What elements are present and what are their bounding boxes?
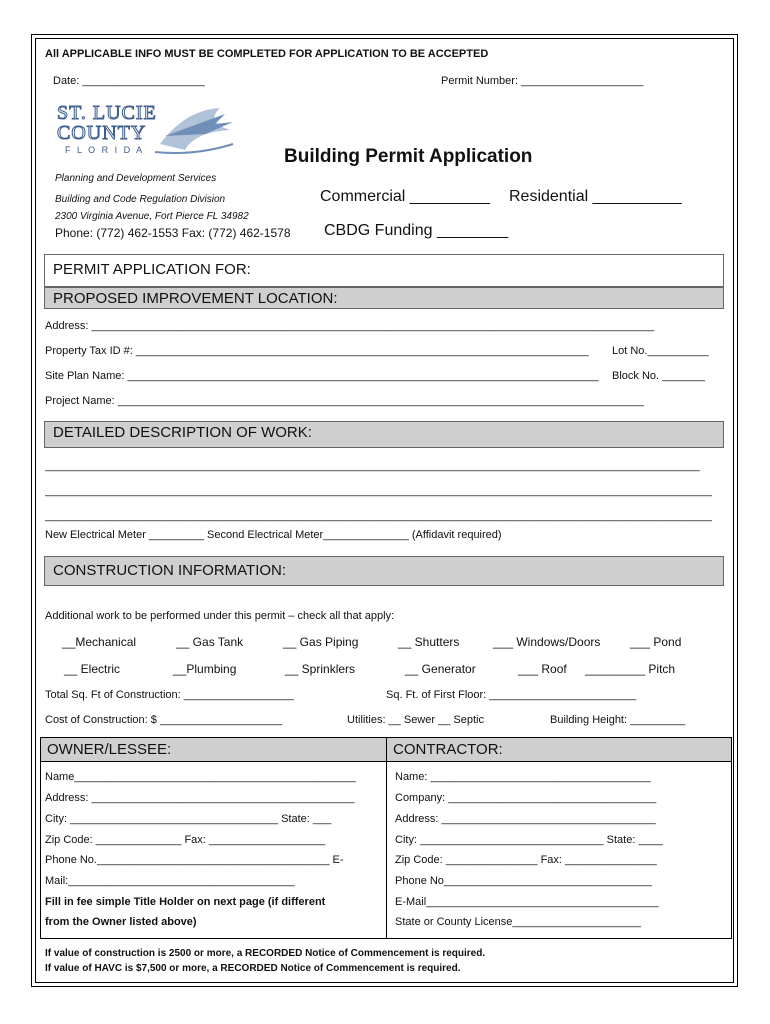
- logo-text-line1: ST. LUCIE: [57, 102, 157, 124]
- contractor-name-field[interactable]: Name: ____________________________________: [395, 771, 651, 783]
- check-shutters[interactable]: __ Shutters: [398, 635, 460, 649]
- contractor-city-field[interactable]: City: ______________________________ State: ____: [395, 834, 663, 846]
- county-logo: [55, 100, 235, 162]
- check-windows-doors[interactable]: ___ Windows/Doors: [493, 635, 601, 649]
- owner-zip-field[interactable]: Zip Code: ______________ Fax: ___________________: [45, 834, 326, 846]
- required-notice: All APPLICABLE INFO MUST BE COMPLETED FOR APPLICATION TO BE ACCEPTED: [45, 48, 489, 60]
- total-sqft-field[interactable]: Total Sq. Ft of Construction: __________________: [45, 689, 294, 701]
- contractor-license-field[interactable]: State or County License_____________________: [395, 916, 641, 928]
- check-gas-tank[interactable]: __ Gas Tank: [176, 635, 244, 649]
- permit-number-field[interactable]: Permit Number: ____________________: [441, 75, 644, 87]
- contractor-header: [387, 738, 731, 762]
- description-line-1[interactable]: ___________________________________________________________________________________________________________: [45, 460, 700, 472]
- first-floor-sqft-field[interactable]: Sq. Ft. of First Floor: ________________________: [386, 689, 637, 701]
- owner-heading: OWNER/LESSEE:: [47, 741, 172, 758]
- date-field[interactable]: Date: ____________________: [53, 75, 205, 87]
- tax-id-field[interactable]: Property Tax ID #: __________________________________________________________________________: [45, 345, 589, 357]
- block-field[interactable]: Block No. _______: [612, 370, 705, 382]
- owner-note-line1: Fill in fee simple Title Holder on next page (if different: [45, 896, 326, 908]
- contractor-zip-field[interactable]: Zip Code: _______________ Fax: _______________: [395, 854, 657, 866]
- description-heading: DETAILED DESCRIPTION OF WORK:: [53, 424, 312, 441]
- contractor-email-field[interactable]: E-Mail______________________________________: [395, 896, 659, 908]
- owner-email-field[interactable]: Mail:_____________________________________: [45, 875, 295, 887]
- permit-for-heading: PERMIT APPLICATION FOR:: [53, 261, 251, 278]
- contractor-company-field[interactable]: Company: __________________________________: [395, 792, 657, 804]
- construction-section-header: [44, 556, 724, 586]
- address-field[interactable]: Address: ____________________________________________________________________________________________: [45, 320, 655, 332]
- owner-city-field[interactable]: City: __________________________________ State: ___: [45, 813, 332, 825]
- contractor-heading: CONTRACTOR:: [393, 741, 503, 758]
- agency-line1: Planning and Development Services: [55, 173, 217, 184]
- residential-option[interactable]: Residential __________: [509, 188, 682, 205]
- check-plumbing[interactable]: __Plumbing: [173, 662, 237, 676]
- owner-phone-field[interactable]: Phone No.______________________________________ E-: [45, 854, 344, 866]
- owner-name-field[interactable]: Name______________________________________________: [45, 771, 356, 783]
- agency-phone: Phone: (772) 462-1553 Fax: (772) 462-1578: [55, 226, 291, 240]
- check-mechanical[interactable]: __Mechanical: [62, 635, 137, 649]
- building-height-field[interactable]: Building Height: _________: [550, 714, 686, 726]
- cbdg-option[interactable]: CBDG Funding ________: [324, 222, 509, 239]
- check-pond[interactable]: ___ Pond: [630, 635, 682, 649]
- agency-line2: Building and Code Regulation Division: [55, 194, 226, 205]
- check-electric[interactable]: __ Electric: [64, 662, 121, 676]
- footer-note-1: If value of construction is 2500 or more, a RECORDED Notice of Commencement is required.: [45, 948, 486, 959]
- page-title: Building Permit Application: [284, 146, 533, 167]
- location-section-header: [44, 287, 724, 309]
- owner-note-line2: from the Owner listed above): [45, 916, 197, 928]
- utilities-field[interactable]: Utilities: __ Sewer __ Septic: [347, 714, 484, 726]
- electrical-meter-fields[interactable]: New Electrical Meter _________ Second Electrical Meter______________ (Affidavit required): [45, 529, 502, 541]
- check-gas-piping[interactable]: __ Gas Piping: [283, 635, 359, 649]
- agency-line3: 2300 Virginia Avenue, Fort Pierce FL 34982: [55, 211, 249, 222]
- footer-note-2: If value of HAVC is $7,500 or more, a RECORDED Notice of Commencement is required.: [45, 963, 461, 974]
- permit-for-box[interactable]: [44, 254, 724, 287]
- description-line-2[interactable]: _____________________________________________________________________________________________________________: [45, 485, 712, 497]
- check-pitch[interactable]: _________ Pitch: [585, 662, 676, 676]
- check-generator[interactable]: __ Generator: [405, 662, 476, 676]
- description-section-header: [44, 421, 724, 448]
- check-roof[interactable]: ___ Roof: [518, 662, 567, 676]
- owner-address-field[interactable]: Address: ___________________________________________: [45, 792, 355, 804]
- cost-field[interactable]: Cost of Construction: $ ____________________: [45, 714, 283, 726]
- table-divider: [386, 737, 387, 939]
- logo-text-line3: F L O R I D A: [65, 145, 145, 155]
- lot-field[interactable]: Lot No.__________: [612, 345, 709, 357]
- logo-text-line2: COUNTY: [57, 122, 147, 144]
- construction-heading: CONSTRUCTION INFORMATION:: [53, 562, 287, 579]
- contractor-address-field[interactable]: Address: ___________________________________: [395, 813, 656, 825]
- project-name-field[interactable]: Project Name: ______________________________________________________________________________________: [45, 395, 644, 407]
- site-plan-field[interactable]: Site Plan Name: _____________________________________________________________________________: [45, 370, 599, 382]
- contractor-phone-field[interactable]: Phone No__________________________________: [395, 875, 652, 887]
- description-line-3[interactable]: _____________________________________________________________________________________________________________: [45, 510, 712, 522]
- additional-work-intro: Additional work to be performed under this permit – check all that apply:: [45, 610, 395, 622]
- check-sprinklers[interactable]: __ Sprinklers: [285, 662, 356, 676]
- location-heading: PROPOSED IMPROVEMENT LOCATION:: [53, 290, 338, 307]
- commercial-option[interactable]: Commercial _________: [320, 188, 490, 205]
- owner-header: [41, 738, 386, 762]
